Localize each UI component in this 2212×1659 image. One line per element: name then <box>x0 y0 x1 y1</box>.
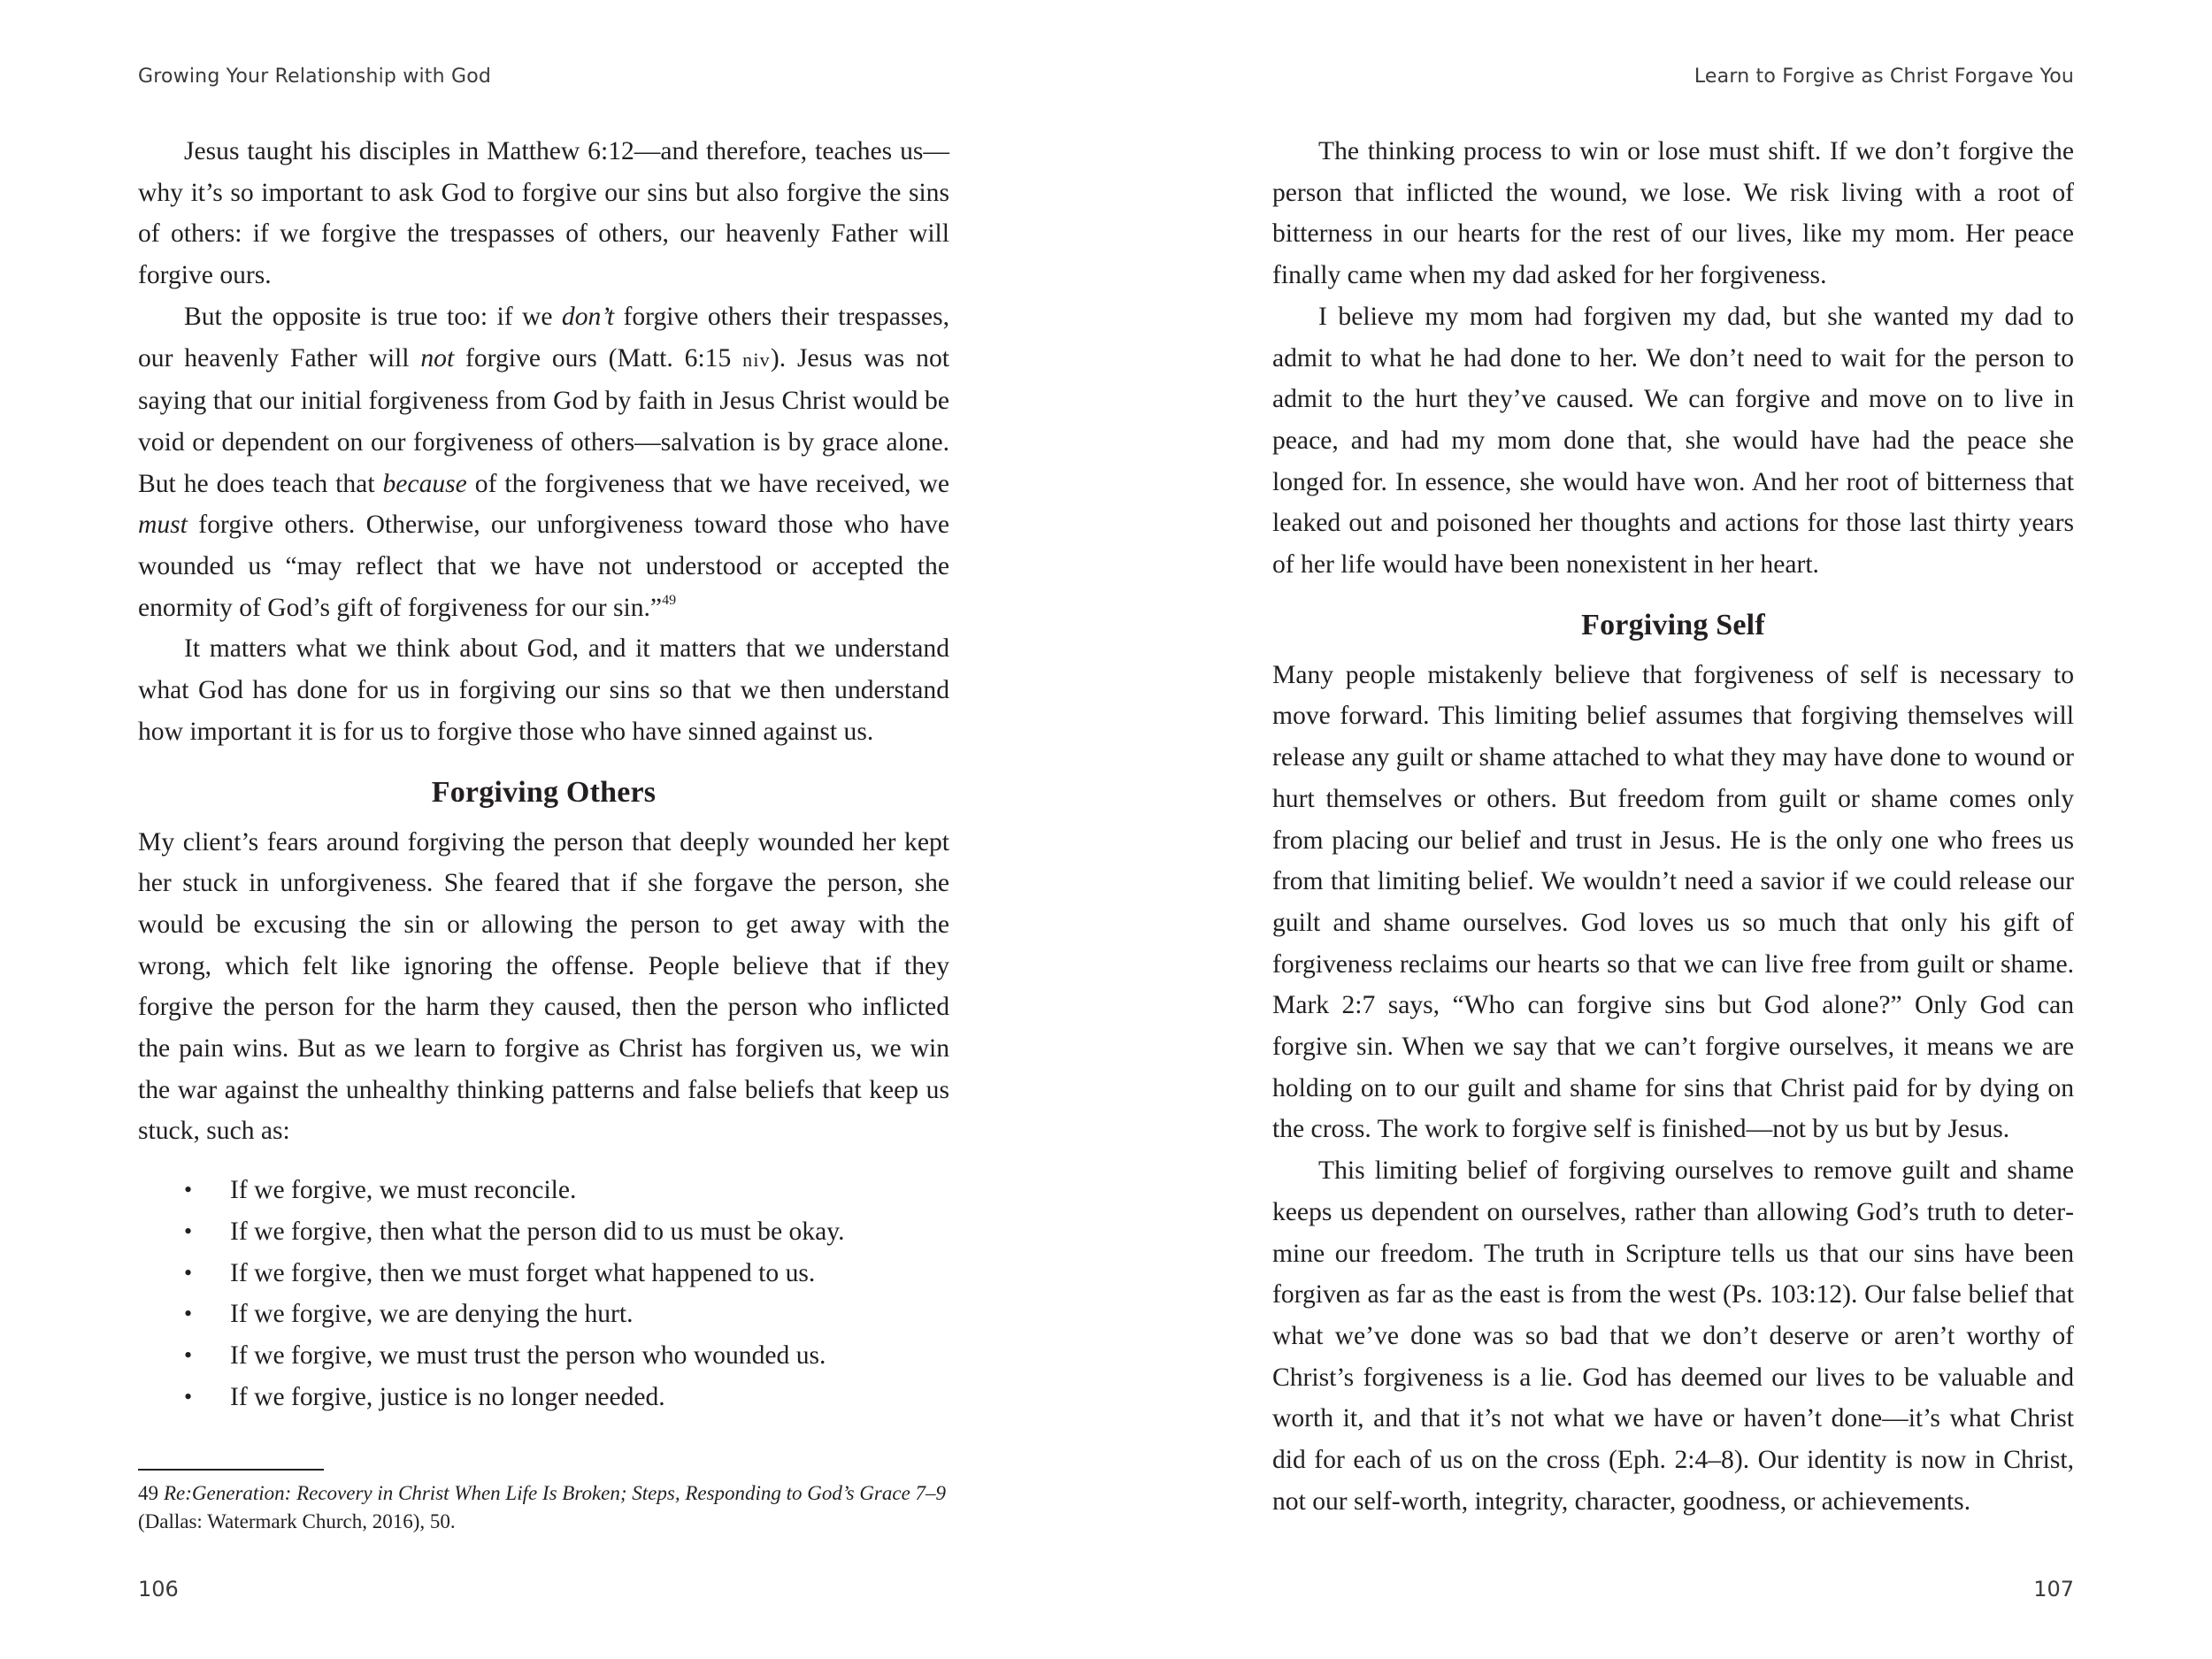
text-run: forgive others. Otherwise, our unforgiveness toward those who have wounded us “may reflect that we have not understood or accepted the enormity of God’s gift of forgiveness for our sin.” <box>138 511 949 622</box>
right-page-number: 107 <box>2033 1577 2074 1601</box>
bible-version-abbr: niv <box>742 348 771 371</box>
right-paragraph-3: Many people mistakenly believe that forgiveness of self is necessary to move forward. This limiting belief assumes that forgiving themselves will release any guilt or shame attached to what they may have done to wound or hurt themselves or others. But freedom from guilt or shame comes only from placing our belief and trust in Jesus. He is the only one who frees us from that limiting belief. We wouldn’t need a savior if we could release our guilt and shame ourselves. God loves us so much that only his gift of forgiveness reclaims our hearts so that we can live free from guilt or shame. Mark 2:7 says, “Who can forgive sins but God alone?” Only God can forgive sin. When we say that we can’t forgive ourselves, it means we are holding on to our guilt and shame for sins that Christ paid for by dying on the cross. The work to forgive self is finished—not by us but by Jesus. <box>1272 660 2074 1144</box>
bullet-glyph: • <box>184 1301 193 1327</box>
text-run: But the opposite is true too: if we <box>184 302 562 331</box>
text-run: of the forgiveness that we have received, we <box>466 469 949 498</box>
list-item <box>184 1294 949 1335</box>
list-item-text: If we forgive, justice is no longer needed. <box>230 1382 665 1411</box>
section-heading-forgiving-others: Forgiving Others <box>431 775 657 809</box>
bullet-glyph: • <box>184 1341 193 1368</box>
list-item-text: If we forgive, we must trust the person who wounded us. <box>230 1340 826 1370</box>
left-paragraph-3: It matters what we think about God, and it matters that we understand what God has done for us in forgiving our sins so that we then understand how important it is for us to forgive those who have sinned against us. <box>138 634 949 746</box>
right-text-block <box>1272 131 2074 1523</box>
bullet-glyph: • <box>184 1259 193 1286</box>
text-run: forgive others their trespasses, our heavenly Father will <box>138 302 949 373</box>
left-paragraph-2 <box>138 296 949 629</box>
footnote-reference[interactable]: 49 <box>662 592 677 608</box>
footnote-rule <box>138 1469 324 1471</box>
list-item-text: If we forgive, then we must forget what happened to us. <box>230 1258 816 1287</box>
right-paragraph-1: The thinking process to win or lose must shift. If we don’t forgive the person that inflicted the wound, we lose. We risk living with a root of bitterness in our hearts for the rest of our lives, like my mom. Her peace finally came when my dad asked for her forgiveness. <box>1272 137 2074 290</box>
false-beliefs-list <box>138 1170 949 1417</box>
list-item <box>184 1170 949 1211</box>
right-paragraph-2: I believe my mom had forgiven my dad, but she wanted my dad to admit to what he had done to her. We don’t need to wait for the person to admit to the hurt they’ve caused. We can forgive and move on to live in peace, and had my mom done that, she would have had the peace she longed for. In essence, she would have won. And her root of bitterness that leaked out and poisoned her thoughts and actions for those last thirty years of her life would have been nonexistent in her heart. <box>1272 302 2074 580</box>
left-text-block <box>138 131 949 1417</box>
footnote-source-title: Re:Generation: Recovery in Christ When Life Is Broken; Steps, Responding to God’s Grace 7–9 <box>164 1482 947 1504</box>
footnote-source-details: (Dallas: Watermark Church, 2016), 50. <box>138 1510 456 1532</box>
left-page-number: 106 <box>138 1577 179 1601</box>
emphasis-must: must <box>138 511 188 540</box>
right-running-head: Learn to Forgive as Christ Forgave You <box>1694 65 2074 88</box>
bullet-glyph: • <box>184 1177 193 1203</box>
list-item-text: If we forgive, then what the person did to us must be okay. <box>230 1217 845 1246</box>
right-page <box>1106 0 2212 1659</box>
emphasis-not: not <box>420 343 455 373</box>
list-item <box>184 1253 949 1294</box>
text-run: ). Jesus was not saying that our initial forgiveness from God by faith in Jesus Christ would be void or dependent on our forgiveness of others—salvation is by grace alone. But he does teach that <box>138 343 949 498</box>
footnote-number: 49 <box>138 1482 158 1504</box>
bullet-glyph: • <box>184 1383 193 1409</box>
emphasis-dont: don’t <box>561 302 615 331</box>
section-heading-forgiving-self: Forgiving Self <box>1581 608 1765 641</box>
text-run: forgive ours (Matt. 6:15 <box>454 343 743 373</box>
list-item <box>184 1377 949 1418</box>
bullet-glyph: • <box>184 1217 193 1244</box>
left-running-head: Growing Your Relationship with God <box>138 65 492 88</box>
list-item-text: If we forgive, we must reconcile. <box>230 1176 577 1205</box>
emphasis-because: because <box>382 469 467 498</box>
left-paragraph-1: Jesus taught his disciples in Matthew 6:12—and therefore, teaches us—why it’s so important to ask God to forgive our sins but also forgive the sins of others: if we forgive the trespasses of others, our heavenly Father will forgive ours. <box>138 137 949 290</box>
list-item <box>184 1211 949 1253</box>
right-paragraph-4: This limiting belief of forgiving ourselves to remove guilt and shame keeps us dependent on ourselves, rather than allowing God’s truth to determine our freedom. The truth in Scripture tells us that our sins have been forgiven as far as the east is from the west (Ps. 103:12). Our false belief that what we’ve done was so bad that we don’t deserve or aren’t worthy of Christ’s forgiveness is a lie. God has deemed our lives to be valuable and worth it, and that it’s not what we have or haven’t done—it’s what Christ did for each of us on the cross (Eph. 2:4–8). Our identity is now in Christ, not our self-worth, integrity, character, goodness, or achievements. <box>1272 1156 2074 1516</box>
list-item-text: If we forgive, we are denying the hurt. <box>230 1300 634 1329</box>
list-item <box>184 1335 949 1377</box>
left-paragraph-4: My client’s fears around forgiving the person that deeply wounded her kept her stuck in unforgiveness. She feared that if she forgave the person, she would be excusing the sin or allowing the person to get away with the wrong, which felt like ignoring the offense. People believe that if they forgive the person for the harm they caused, then the person who inflicted the pain wins. But as we learn to forgive as Christ has forgiven us, we win the war against the unhealthy thinking patterns and false beliefs that keep us stuck, such as: <box>138 827 949 1146</box>
footnote-49 <box>138 1479 949 1536</box>
